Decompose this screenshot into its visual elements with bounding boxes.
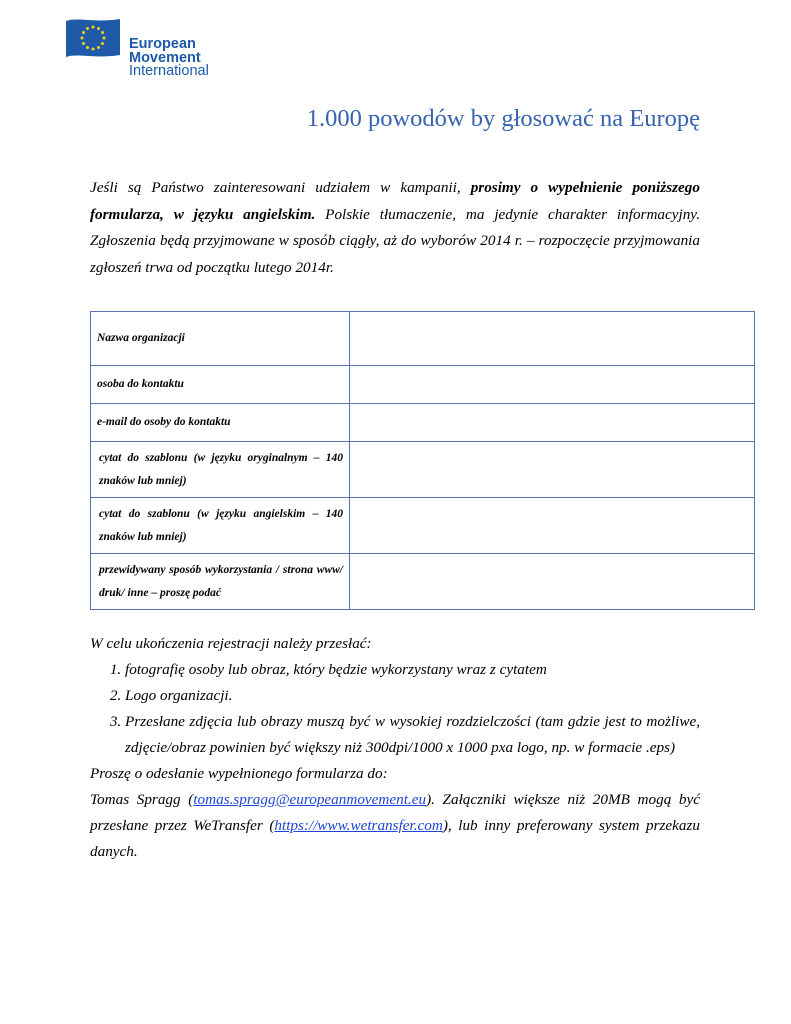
flag-star xyxy=(101,42,104,45)
form-field-contact-person[interactable] xyxy=(350,366,755,404)
registration-form-table xyxy=(90,311,755,610)
send-to-text: Proszę o odesłanie wypełnionego formularza do: xyxy=(90,765,388,782)
form-field-usage[interactable] xyxy=(350,554,755,610)
eu-flag-icon xyxy=(64,17,122,61)
logo xyxy=(64,17,224,83)
page-title: 1.000 powodów by głosować na Europę xyxy=(306,105,700,132)
flag-star xyxy=(103,37,106,40)
intro-text-2: Polskie tłumaczenie, ma jedynie charakter informacyjny. Zgłoszenia będą przyjmowane w sposób ciągły, aż do wyborów 2014 r. – rozpoczęcie przyjmowania zgłoszeń trwa od początku lutego 2014r. xyxy=(90,205,701,276)
form-row xyxy=(91,442,755,498)
instructions-list xyxy=(90,657,700,761)
list-item: 2. Logo organizacji. xyxy=(125,683,700,709)
form-row xyxy=(91,554,755,610)
form-row xyxy=(91,498,755,554)
logo-line-2: Movement xyxy=(129,49,201,66)
form-label-organization: Nazwa organizacji xyxy=(91,312,350,366)
list-item: 1. fotografię osoby lub obraz, który będzie wykorzystany wraz z cytatem xyxy=(125,657,700,683)
form-field-organization[interactable] xyxy=(350,312,755,366)
flag-star xyxy=(82,42,85,45)
logo-line-1: European xyxy=(129,36,196,52)
form-field-quote-english[interactable] xyxy=(350,498,755,554)
flag-star xyxy=(97,27,100,30)
list-item: 3. Przesłane zdjęcia lub obrazy muszą być w wysokiej rozdzielczości (tam gdzie jest to możliwe, zdjęcie/obraz powinien być większy niż 300dpi/1000 x 1000 pxa logo, np. w formacie .eps) xyxy=(125,709,700,761)
form-field-contact-email[interactable] xyxy=(350,404,755,442)
intro-text-1: Jeśli są Państwo zainteresowani udziałem w kampanii, xyxy=(90,179,471,196)
instructions-section xyxy=(90,631,700,865)
form-label-contact-email: e-mail do osoby do kontaktu xyxy=(91,404,350,442)
flag-star xyxy=(86,46,89,49)
contact-paragraph xyxy=(90,787,700,865)
logo-wordmark xyxy=(129,38,209,79)
form-row xyxy=(91,366,755,404)
intro-bold-text: prosimy o wypełnienie poniższego formularza, w języku angielskim. xyxy=(90,179,700,223)
form-row xyxy=(91,404,755,442)
wetransfer-link[interactable]: https://www.wetransfer.com xyxy=(274,817,443,834)
flag-star xyxy=(92,26,95,29)
flag-star xyxy=(86,27,89,30)
contact-mid-text: ). Załączniki większe niż 20MB mogą być przesłane przez WeTransfer ( xyxy=(90,791,700,834)
flag-star xyxy=(101,31,104,34)
contact-end-text: ), lub inny preferowany system przekazu danych. xyxy=(90,817,700,860)
form-field-quote-original[interactable] xyxy=(350,442,755,498)
flag-star xyxy=(97,46,100,49)
contact-name: Tomas Spragg ( xyxy=(90,791,194,808)
form-label-usage: przewidywany sposób wykorzystania / strona www/ druk/ inne – proszę podać xyxy=(91,554,350,610)
logo-line-3: International xyxy=(129,63,209,79)
form-label-contact-person: osoba do kontaktu xyxy=(91,366,350,404)
intro-paragraph xyxy=(90,175,700,281)
form-label-quote-english: cytat do szablonu (w języku angielskim – 140 znaków lub mniej) xyxy=(91,498,350,554)
form-row xyxy=(91,312,755,366)
flag-star xyxy=(82,31,85,34)
contact-email-link[interactable]: tomas.spragg@europeanmovement.eu xyxy=(193,791,427,808)
form-label-quote-original: cytat do szablonu (w języku oryginalnym – 140 znaków lub mniej) xyxy=(91,442,350,498)
instructions-heading: W celu ukończenia rejestracji należy przesłać: xyxy=(90,635,372,652)
flag-star xyxy=(81,37,84,40)
flag-star xyxy=(92,48,95,51)
